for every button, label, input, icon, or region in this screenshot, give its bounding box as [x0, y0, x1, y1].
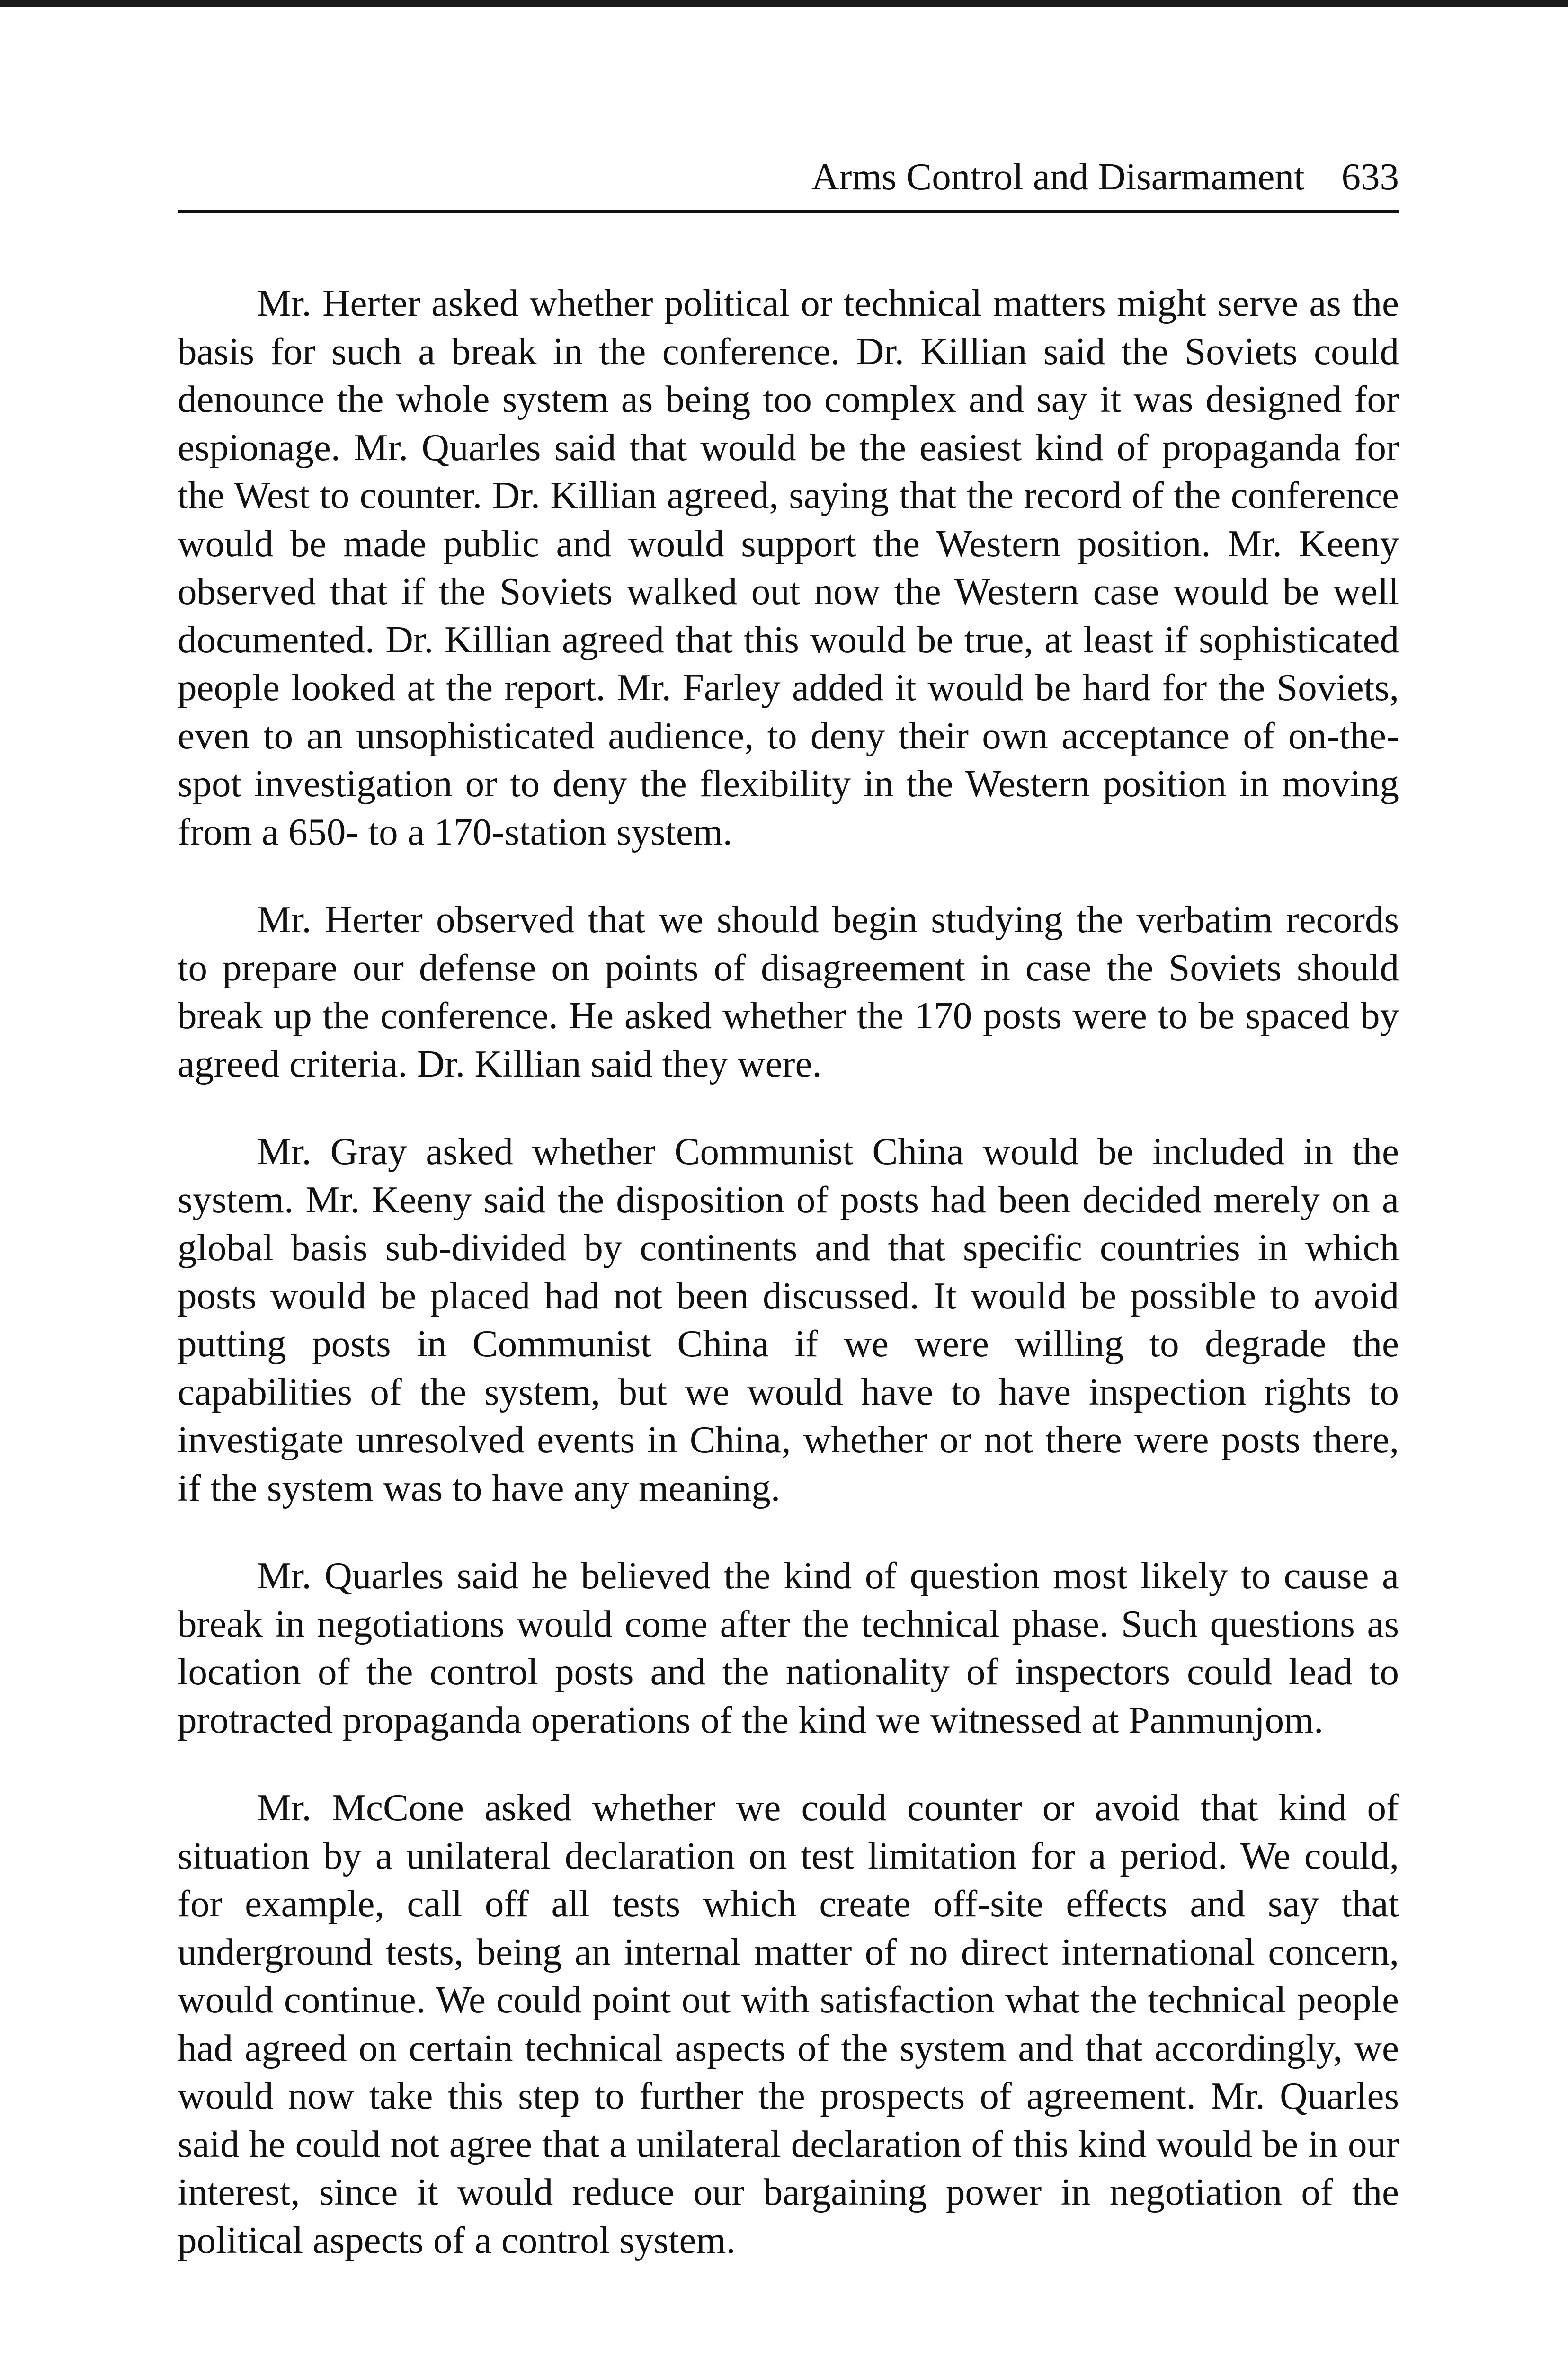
body-text: [178, 279, 1399, 2304]
paragraph-technical-phase: Mr. Quarles said he believed the kind of question most likely to cause a break in negotiations would come after the technical phase. Such questions as location of the control posts and the nationality of inspectors could lead to protracted propaganda operations of the kind we witnessed at Panmunjom.: [178, 1554, 1399, 1741]
page-number: 633: [1341, 155, 1399, 198]
paragraph-unilateral-declaration: Mr. McCone asked whether we could counter or avoid that kind of situation by a unilateral declaration on test limitation for a period. We could, for example, call off all tests which create off-site effects and say that underground tests, being an internal matter of no direct international concern, would continue. We could point out with satisfaction what the technical people had agreed on certain technical aspects of the system and that accordingly, we would now take this step to further the prospects of agreement. Mr. Quarles said he could not agree that a unilateral declaration of this kind would be in our interest, since it would reduce our bargaining power in negotiation of the political aspects of a control system.: [178, 1786, 1399, 2261]
paragraph-verbatim-records: Mr. Herter observed that we should begin studying the verbatim records to prepare our defense on points of disagreement in case the Soviets should break up the conference. He asked whether the 170 posts were to be spaced by agreed criteria. Dr. Killian said they were.: [178, 898, 1399, 1085]
running-title: Arms Control and Disarmament: [811, 155, 1305, 198]
paragraph-break-in-conference: Mr. Herter asked whether political or technical matters might serve as the basis for such a break in the conference. Dr. Killian said the Soviets could denounce the whole system as being too complex and say it was designed for espionage. Mr. Quarles said that would be the easiest kind of propaganda for the West to counter. Dr. Killian agreed, saying that the record of the conference would be made public and would support the Western position. Mr. Keeny observed that if the Soviets walked out now the Western case would be well documented. Dr. Killian agreed that this would be true, at least if sophisticated people looked at the report. Mr. Farley added it would be hard for the Soviets, even to an unsophisticated audience, to deny their own acceptance of on-the-spot investigation or to deny the flexibility in the Western position in moving from a 650- to a 170-station system.: [178, 282, 1399, 853]
header-rule: [178, 210, 1399, 213]
scan-edge: [0, 0, 1568, 7]
paragraph-communist-china: Mr. Gray asked whether Communist China would be included in the system. Mr. Keeny said the disposition of posts had been decided merely on a global basis sub-divided by continents and that specific countries in which posts would be placed had not been discussed. It would be possible to avoid putting posts in Communist China if we were willing to degrade the capabilities of the system, but we would have to have inspection rights to investigate unresolved events in China, whether or not there were posts there, if the system was to have any meaning.: [178, 1130, 1399, 1509]
running-head: [178, 151, 1399, 203]
